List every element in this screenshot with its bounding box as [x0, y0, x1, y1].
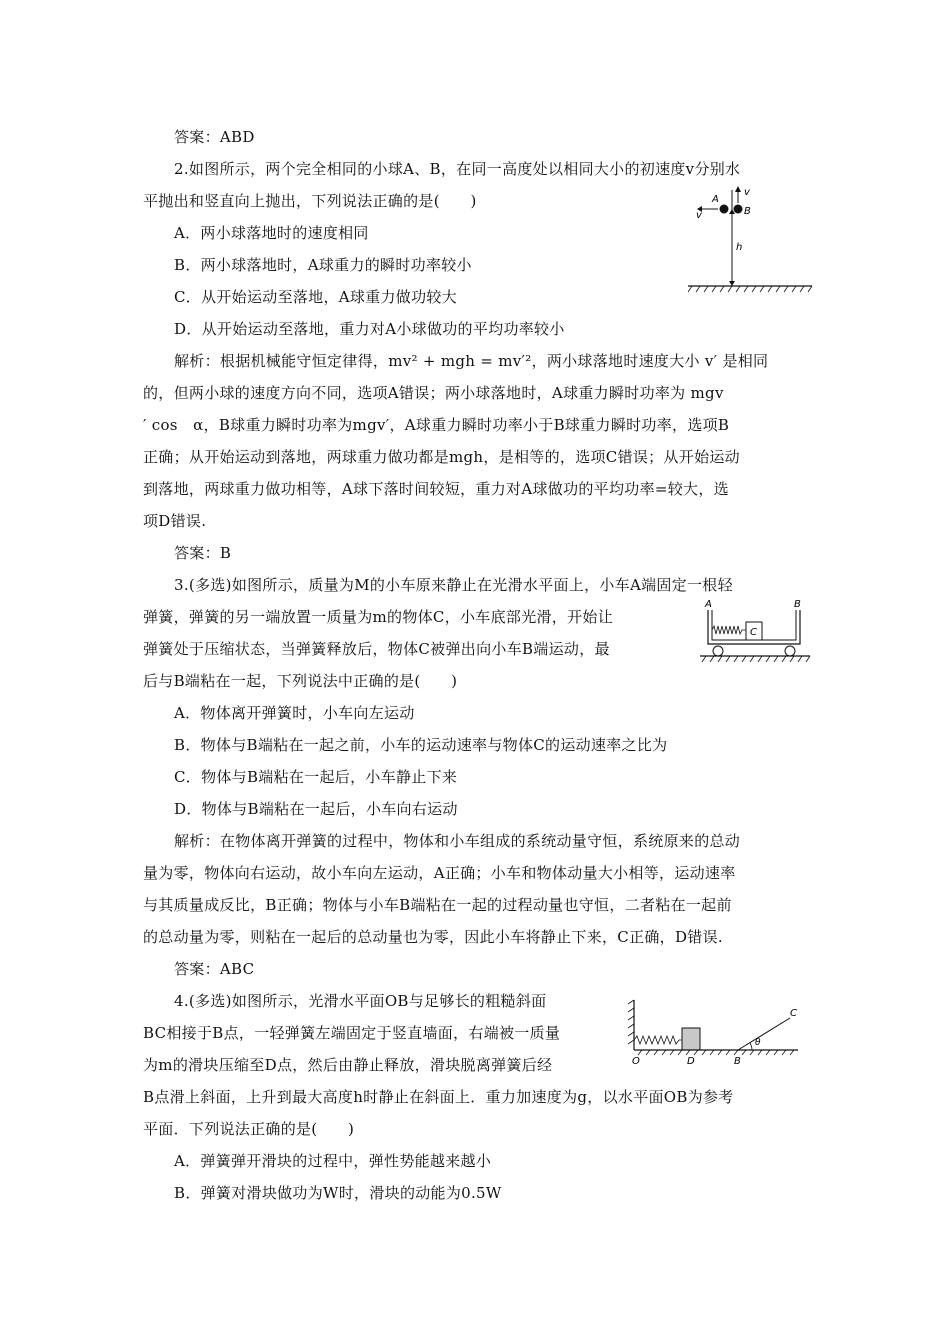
q3-stem-line-4: 后与B端粘在一起，下列说法中正确的是( ): [143, 672, 458, 690]
answer-1: 答案：ABD: [174, 128, 255, 146]
q3-figure: [700, 596, 810, 666]
q2-analysis-line-3: ′ cos α，B球重力瞬时功率为mgv′，A球重力瞬时功率小于B球重力瞬时功率，选项B: [143, 416, 730, 434]
q4-stem-line-1: 4.(多选)如图所示，光滑水平面OB与足够长的粗糙斜面: [174, 992, 547, 1010]
q2-label-v-left: v: [696, 210, 702, 221]
q4-label-theta: θ: [755, 1038, 761, 1048]
q2-option-d: D．从开始运动至落地，重力对A小球做功的平均功率较小: [174, 320, 565, 338]
q2-analysis-line-1: 解析：根据机械能守恒定律得，mv² + mgh = mv′²，两小球落地时速度大小 v′ 是相同: [174, 352, 769, 370]
q3-wheel-left: [713, 646, 723, 656]
q4-stem-line-3: 为m的滑块压缩至D点，然后由静止释放，滑块脱离弹簧后经: [143, 1056, 553, 1074]
q3-label-a: A: [705, 599, 712, 610]
q4-label-c: C: [790, 1008, 797, 1019]
q2-option-b: B．两小球落地时，A球重力的瞬时功率较小: [174, 256, 472, 274]
q2-analysis-line-5: 到落地，两球重力做功相等，A球下落时间较短，重力对A球做功的平均功率=较大，选: [143, 480, 729, 498]
q4-spring: [634, 1036, 682, 1044]
q4-label-d: D: [687, 1056, 695, 1067]
q3-stem-line-1: 3.(多选)如图所示，质量为M的小车原来静止在光滑水平面上，小车A端固定一根轻: [174, 576, 733, 594]
q2-analysis-line-6: 项D错误.: [143, 512, 207, 530]
q2-option-a: A．两小球落地时的速度相同: [174, 224, 369, 242]
q3-option-d: D．物体与B端粘在一起后，小车向右运动: [174, 800, 458, 818]
q3-stem-line-3: 弹簧处于压缩状态，当弹簧释放后，物体C被弹出向小车B端运动，最: [143, 640, 610, 658]
q3-stem-line-2: 弹簧，弹簧的另一端放置一质量为m的物体C，小车底部光滑，开始让: [143, 608, 614, 626]
q4-block: [682, 1028, 700, 1050]
q3-option-c: C．物体与B端粘在一起后，小车静止下来: [174, 768, 458, 786]
q4-figure: [628, 998, 804, 1078]
q3-option-a: A．物体离开弹簧时，小车向左运动: [174, 704, 415, 722]
q4-stem-line-4: B点滑上斜面，上升到最大高度h时静止在斜面上．重力加速度为g，以水平面OB为参考: [143, 1088, 734, 1106]
q4-option-a: A．弹簧弹开滑块的过程中，弹性势能越来越小: [174, 1152, 492, 1170]
q2-analysis-line-2: 的，但两小球的速度方向不同，选项A错误；两小球落地时，A球重力瞬时功率为 mgv: [143, 384, 724, 402]
q2-label-a: A: [712, 194, 719, 205]
q4-label-o: O: [632, 1056, 640, 1067]
q3-option-b: B．物体与B端粘在一起之前，小车的运动速率与物体C的运动速率之比为: [174, 736, 668, 754]
q3-analysis-line-1: 解析：在物体离开弹簧的过程中，物体和小车组成的系统动量守恒，系统原来的总动: [174, 832, 741, 850]
q4-option-b: B．弹簧对滑块做功为W时，滑块的动能为0.5W: [174, 1184, 502, 1202]
q2-figure: [688, 182, 814, 294]
q3-label-b: B: [794, 599, 801, 610]
q3-analysis-line-2: 量为零，物体向右运动，故小车向左运动，A正确；小车和物体动量大小相等，运动速率: [143, 864, 736, 882]
q2-ball-b: [734, 205, 743, 214]
q2-analysis-line-4: 正确；从开始运动到落地，两球重力做功都是mgh，是相等的，选项C错误；从开始运动: [143, 448, 740, 466]
q2-label-v-up: v: [744, 187, 750, 198]
q3-label-c: C: [750, 627, 757, 638]
q2-option-c: C．从开始运动至落地，A球重力做功较大: [174, 288, 458, 306]
q3-wheel-right: [785, 646, 795, 656]
q2-ball-a: [720, 205, 729, 214]
q2-label-b: B: [744, 206, 751, 217]
q2-answer: 答案：B: [174, 544, 232, 562]
q4-label-b: B: [734, 1056, 741, 1067]
q2-stem-line-1: 2.如图所示，两个完全相同的小球A、B，在同一高度处以相同大小的初速度v分别水: [174, 160, 741, 178]
q4-stem-line-2: BC相接于B点，一轻弹簧左端固定于竖直墙面，右端被一质量: [143, 1024, 561, 1042]
q4-stem-line-5: 平面．下列说法正确的是( ): [143, 1120, 355, 1138]
q2-label-h: h: [736, 242, 743, 253]
q3-spring: [712, 626, 746, 634]
q3-analysis-line-3: 与其质量成反比，B正确；物体与小车B端粘在一起的过程动量也守恒，二者粘在一起前: [143, 896, 732, 914]
q3-analysis-line-4: 的总动量为零，则粘在一起后的总动量也为零，因此小车将静止下来，C正确，D错误.: [143, 928, 723, 946]
q3-answer: 答案：ABC: [174, 960, 255, 978]
q4-incline: [738, 1018, 790, 1050]
q2-stem-line-2: 平抛出和竖直向上抛出，下列说法正确的是( ): [143, 192, 477, 210]
